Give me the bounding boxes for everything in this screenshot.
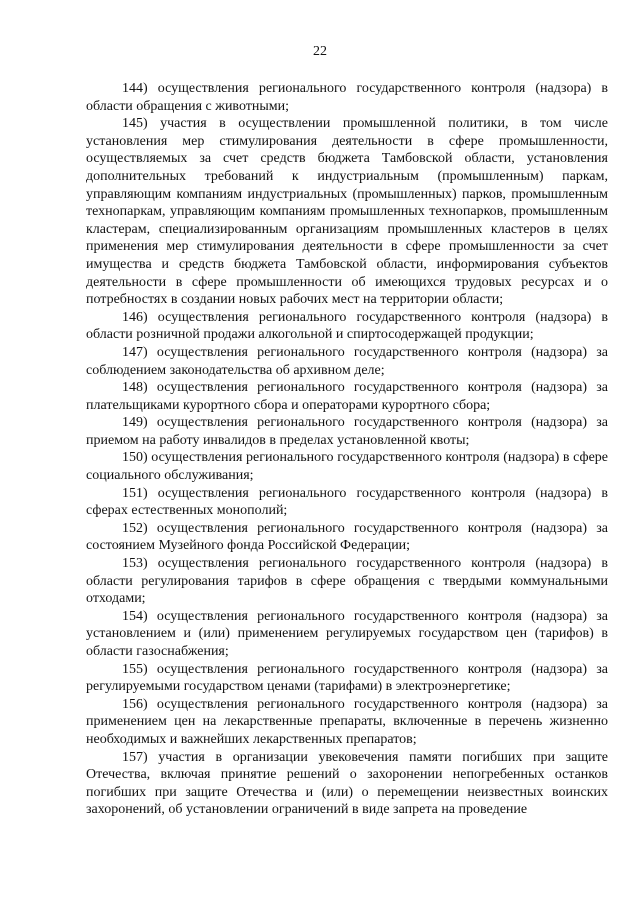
paragraph-146: 146) осуществления регионального государственного контроля (надзора) в области розничной продажи алкогольной и спиртосодержащей продукции; <box>86 309 608 343</box>
page-number: 22 <box>313 44 327 59</box>
paragraph-144: 144) осуществления регионального государственного контроля (надзора) в области обращения с животными; <box>86 81 608 114</box>
paragraph-149: 149) осуществления регионального государственного контроля (надзора) за приемом на работу инвалидов в пределах установленной квоты; <box>86 415 608 448</box>
paragraph-145: 145) участия в осуществлении промышленной политики, в том числе установления мер стимулирования деятельности в сфере промышленности, осуществляемых за счет средств бюджета Тамбовской области, установления дополнительных требований к индустриальным (промышленным) паркам, управляющим компаниям индустриальных (промышленных) парков, промышленным технопаркам, управляющим компаниям промышленных технопарков, промышленным кластерам, специализированным организациям промышленных кластеров в целях применения мер стимулирования деятельности в сфере промышленности за счет имущества и средств бюджета Тамбовской области, информирования субъектов деятельности в сфере промышленности об имеющихся трудовых ресурсах и о потребностях в создании новых рабочих мест на территории области; <box>86 116 608 308</box>
paragraph-150: 150) осуществления регионального государственного контроля (надзора) в сфере социального обслуживания; <box>86 450 608 484</box>
paragraph-147: 147) осуществления регионального государственного контроля (надзора) за соблюдением законодательства об архивном деле; <box>86 344 608 378</box>
paragraph-148: 148) осуществления регионального государственного контроля (надзора) за плательщиками курортного сбора и операторами курортного сбора; <box>86 380 608 413</box>
document-body <box>86 80 608 819</box>
paragraph-155: 155) осуществления регионального государственного контроля (надзора) за регулируемыми государством ценами (тарифами) в электроэнергетике; <box>86 661 608 695</box>
paragraph-154: 154) осуществления регионального государственного контроля (надзора) за установлением и (или) применением регулируемых государством цен (тарифов) в области газоснабжения; <box>86 608 608 659</box>
paragraph-153: 153) осуществления регионального государственного контроля (надзора) в области регулирования тарифов в сфере обращения с твердыми коммунальными отходами; <box>86 556 608 607</box>
paragraph-156: 156) осуществления регионального государственного контроля (надзора) за применением цен на лекарственные препараты, включенные в перечень жизненно необходимых и важнейших лекарственных препаратов; <box>86 696 608 747</box>
paragraph-152: 152) осуществления регионального государственного контроля (надзора) за состоянием Музейного фонда Российской Федерации; <box>86 520 608 554</box>
paragraph-151: 151) осуществления регионального государственного контроля (надзора) в сферах естественных монополий; <box>86 485 608 519</box>
paragraph-157: 157) участия в организации увековечения памяти погибших при защите Отечества, включая принятие решений о захоронении непогребенных останков погибших при защите Отечества и (или) о перемещении неизвестных воинских захоронений, об установлении ограничений в виде запрета на проведение <box>86 749 608 818</box>
